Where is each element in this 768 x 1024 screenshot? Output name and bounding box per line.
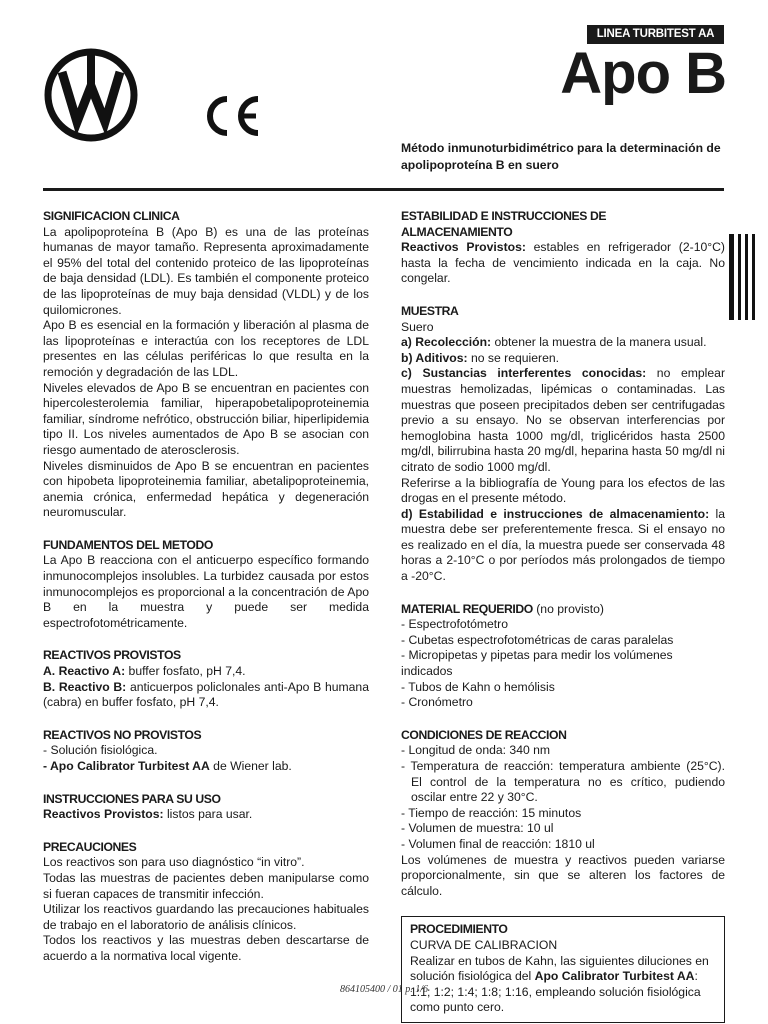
list-item: - Cronómetro	[401, 695, 473, 710]
inline-text: Realizar en tubos de Kahn, las siguientes diluciones en solución fisiológica del	[410, 953, 709, 984]
paragraph: Los reactivos son para uso diagnóstico “in vitro”.	[43, 855, 305, 870]
paragraph	[401, 240, 725, 287]
section-heading-cont: ALMACENAMIENTO	[401, 224, 513, 239]
list-item: - Espectrofotómetro	[401, 617, 509, 632]
paragraph: Utilizar los reactivos guardando las precauciones habituales de trabajo en el laboratorio de análisis clínicos.	[43, 902, 369, 932]
page-title: Apo B	[560, 41, 726, 106]
section-heading: ESTABILIDAD E INSTRUCCIONES DE	[401, 209, 607, 223]
paragraph: La Apo B reacciona con el anticuerpo específico formando inmunocomplejos insolubles. La turbidez causada por estos inmunocomplejos es proporcional a la concentración de Apo B en la muestra y puede ser medida espectrofotométricamente.	[43, 553, 369, 630]
inline-label: c) Sustancias interferentes conocidas:	[401, 366, 647, 381]
reagent-a-label: A. Reactivo A:	[43, 664, 126, 679]
reagent-b	[43, 680, 369, 711]
item-b	[401, 351, 725, 367]
section-muestra	[401, 304, 725, 585]
subheading: CURVA DE CALIBRACION	[410, 937, 558, 952]
list-item: - Volumen de muestra: 10 ul	[401, 821, 554, 836]
paragraph: Todas las muestras de pacientes deben manipularse como si fueran capaces de transmitir infección.	[43, 870, 369, 901]
inline-text: no emplear muestras hemolizadas, lipémicas o contaminadas. Las muestras que poseen precipitados deben ser centrifugadas previo a su ensayo. No se observan interferencias por hemoglobina hasta 1000 mg/dl, triglicéridos hasta 2500 mg/dl, bilirrubina hasta 20 mg/dl, heparina hasta 50 mg/dl ni citrato de sodio 1000 mg/dl.	[401, 366, 725, 474]
list-item: - Micropipetas y pipetas para medir los volúmenes indicados	[401, 648, 673, 679]
section-heading: SIGNIFICACION CLINICA	[43, 209, 180, 223]
reagent-a	[43, 664, 369, 680]
page-subtitle: Método inmunoturbidimétrico para la determinación de apolipoproteína B en suero	[401, 141, 721, 172]
paragraph: Referirse a la bibliografía de Young para los efectos de las drogas en el presente método.	[401, 475, 725, 506]
reagent-a-text: buffer fosfato, pH 7,4.	[125, 664, 246, 679]
procedimiento-box	[401, 916, 725, 1023]
list-item: - Temperatura de reacción: temperatura ambiente (25°C). El control de la temperatura no es crítico, pudiendo oscilar entre 22 y 30°C.	[401, 759, 725, 805]
left-column	[43, 209, 369, 982]
section-condiciones	[401, 728, 725, 900]
inline-text: listos para usar.	[163, 807, 253, 822]
side-bar-marks	[729, 234, 759, 320]
item-a	[401, 335, 725, 351]
paragraph: La apolipoproteína B (Apo B) es una de las proteínas humanas de mayor tamaño. Representa aproximadamente el 95% del total del contenido proteico de las lipoproteínas de baja densidad (LDL). Es también el componente proteico de las lipoproteínas de muy baja densidad (VLDL) y de los quilomicrones.	[43, 224, 369, 317]
list-item: - Solución fisiológica.	[43, 743, 158, 758]
inline-label: b) Aditivos:	[401, 350, 468, 365]
item-d	[401, 507, 725, 585]
section-heading: MATERIAL REQUERIDO	[401, 601, 533, 616]
section-material	[401, 602, 725, 711]
inline-text: la muestra debe ser preferentemente fresca. Si el ensayo no es realizado en el día, la muestra puede ser conservada 48 horas a 2-10°C o por períodos más prolongados de tiempo a -20°C.	[401, 506, 725, 584]
paragraph: Apo B es esencial en la formación y liberación al plasma de las lipoproteínas e interactúa con los receptores de LDL presentes en las células periféricas lo que resulta en la remoción y degradación de las LDL.	[43, 318, 369, 379]
inline-text: no se requieren.	[467, 350, 560, 365]
section-heading: REACTIVOS NO PROVISTOS	[43, 727, 202, 742]
section-fundamentos	[43, 538, 369, 632]
section-instrucciones	[43, 792, 369, 823]
reagent-b-text: anticuerpos policlonales anti-Apo B humana (cabra) en buffer fosfato, pH 7,4.	[43, 679, 369, 710]
section-heading: PRECAUCIONES	[43, 839, 137, 854]
list-item	[43, 759, 369, 775]
calibrator-source: de Wiener lab.	[209, 759, 292, 773]
list-item: - Tubos de Kahn o hemólisis	[401, 679, 555, 694]
section-estabilidad	[401, 209, 725, 287]
section-reactivos-provistos	[43, 648, 369, 710]
section-reactivos-no-provistos	[43, 728, 369, 775]
page-footer: 864105400 / 01 p. 1/6	[339, 984, 429, 995]
section-heading: PROCEDIMIENTO	[410, 922, 508, 937]
list-item: - Cubetas espectrofotométricas de caras paralelas	[401, 632, 674, 647]
header-divider	[43, 188, 724, 191]
wiener-lab-logo	[44, 48, 138, 142]
reagent-b-label: B. Reactivo B:	[43, 679, 127, 694]
section-heading: FUNDAMENTOS DEL METODO	[43, 537, 213, 552]
section-heading: REACTIVOS PROVISTOS	[43, 648, 181, 663]
item-c	[401, 366, 725, 475]
section-precauciones	[43, 840, 369, 965]
right-column	[401, 209, 725, 1023]
sample-type: Suero	[401, 319, 434, 334]
section-heading: INSTRUCCIONES PARA SU USO	[43, 791, 221, 806]
heading-note: (no provisto)	[532, 601, 604, 616]
paragraph: Niveles disminuidos de Apo B se encuentran en pacientes con hipobeta lipoproteinemia familiar, abetalipoproteinemia, anemia crónica, enfermedad hepática y degeneración neuromuscular.	[43, 458, 369, 520]
paragraph: Todos los reactivos y las muestras deben descartarse de acuerdo a la normativa local vigente.	[43, 933, 369, 963]
section-heading: MUESTRA	[401, 303, 459, 318]
inline-label: Reactivos Provistos:	[43, 807, 164, 822]
calibrator-name: - Apo Calibrator Turbitest AA	[43, 759, 210, 773]
list-item: - Tiempo de reacción: 15 minutos	[401, 805, 582, 820]
paragraph	[43, 807, 369, 823]
inline-text: obtener la muestra de la manera usual.	[491, 335, 707, 350]
list-item: - Volumen final de reacción: 1810 ul	[401, 836, 595, 851]
ce-mark-icon	[201, 93, 263, 139]
list-item: - Longitud de onda: 340 nm	[401, 743, 551, 758]
inline-text: : 1:1; 1:2; 1:4; 1:8; 1:16, empleando solución fisiológica como punto cero.	[410, 969, 701, 1015]
section-heading-line	[401, 602, 725, 618]
inline-label: a) Recolección:	[401, 335, 492, 350]
paragraph: Los volúmenes de muestra y reactivos pueden variarse proporcionalmente, sin que se alteren los factores de cálculo.	[401, 852, 725, 898]
section-heading: CONDICIONES DE REACCION	[401, 727, 567, 742]
product-line-tag: LINEA TURBITEST AA	[587, 25, 724, 44]
section-significacion	[43, 209, 369, 521]
inline-text: estables en refrigerador (2-10°C) hasta la fecha de vencimiento indicada en la caja. No congelar.	[401, 240, 725, 286]
calibrator-name: Apo Calibrator Turbitest AA	[534, 969, 695, 984]
inline-label: d) Estabilidad e instrucciones de almacenamiento:	[401, 506, 710, 521]
paragraph: Niveles elevados de Apo B se encuentran en pacientes con hipercolesterolemia familiar, hiperapobetalipoproteinemia familiar, síndrome nefrótico, obstrucción biliar, hiperlipidemia tipo II. Los niveles aumentados de Apo B se asocian con riesgo aumentado de aterosclerosis.	[43, 380, 369, 457]
inline-label: Reactivos Provistos:	[401, 240, 526, 255]
